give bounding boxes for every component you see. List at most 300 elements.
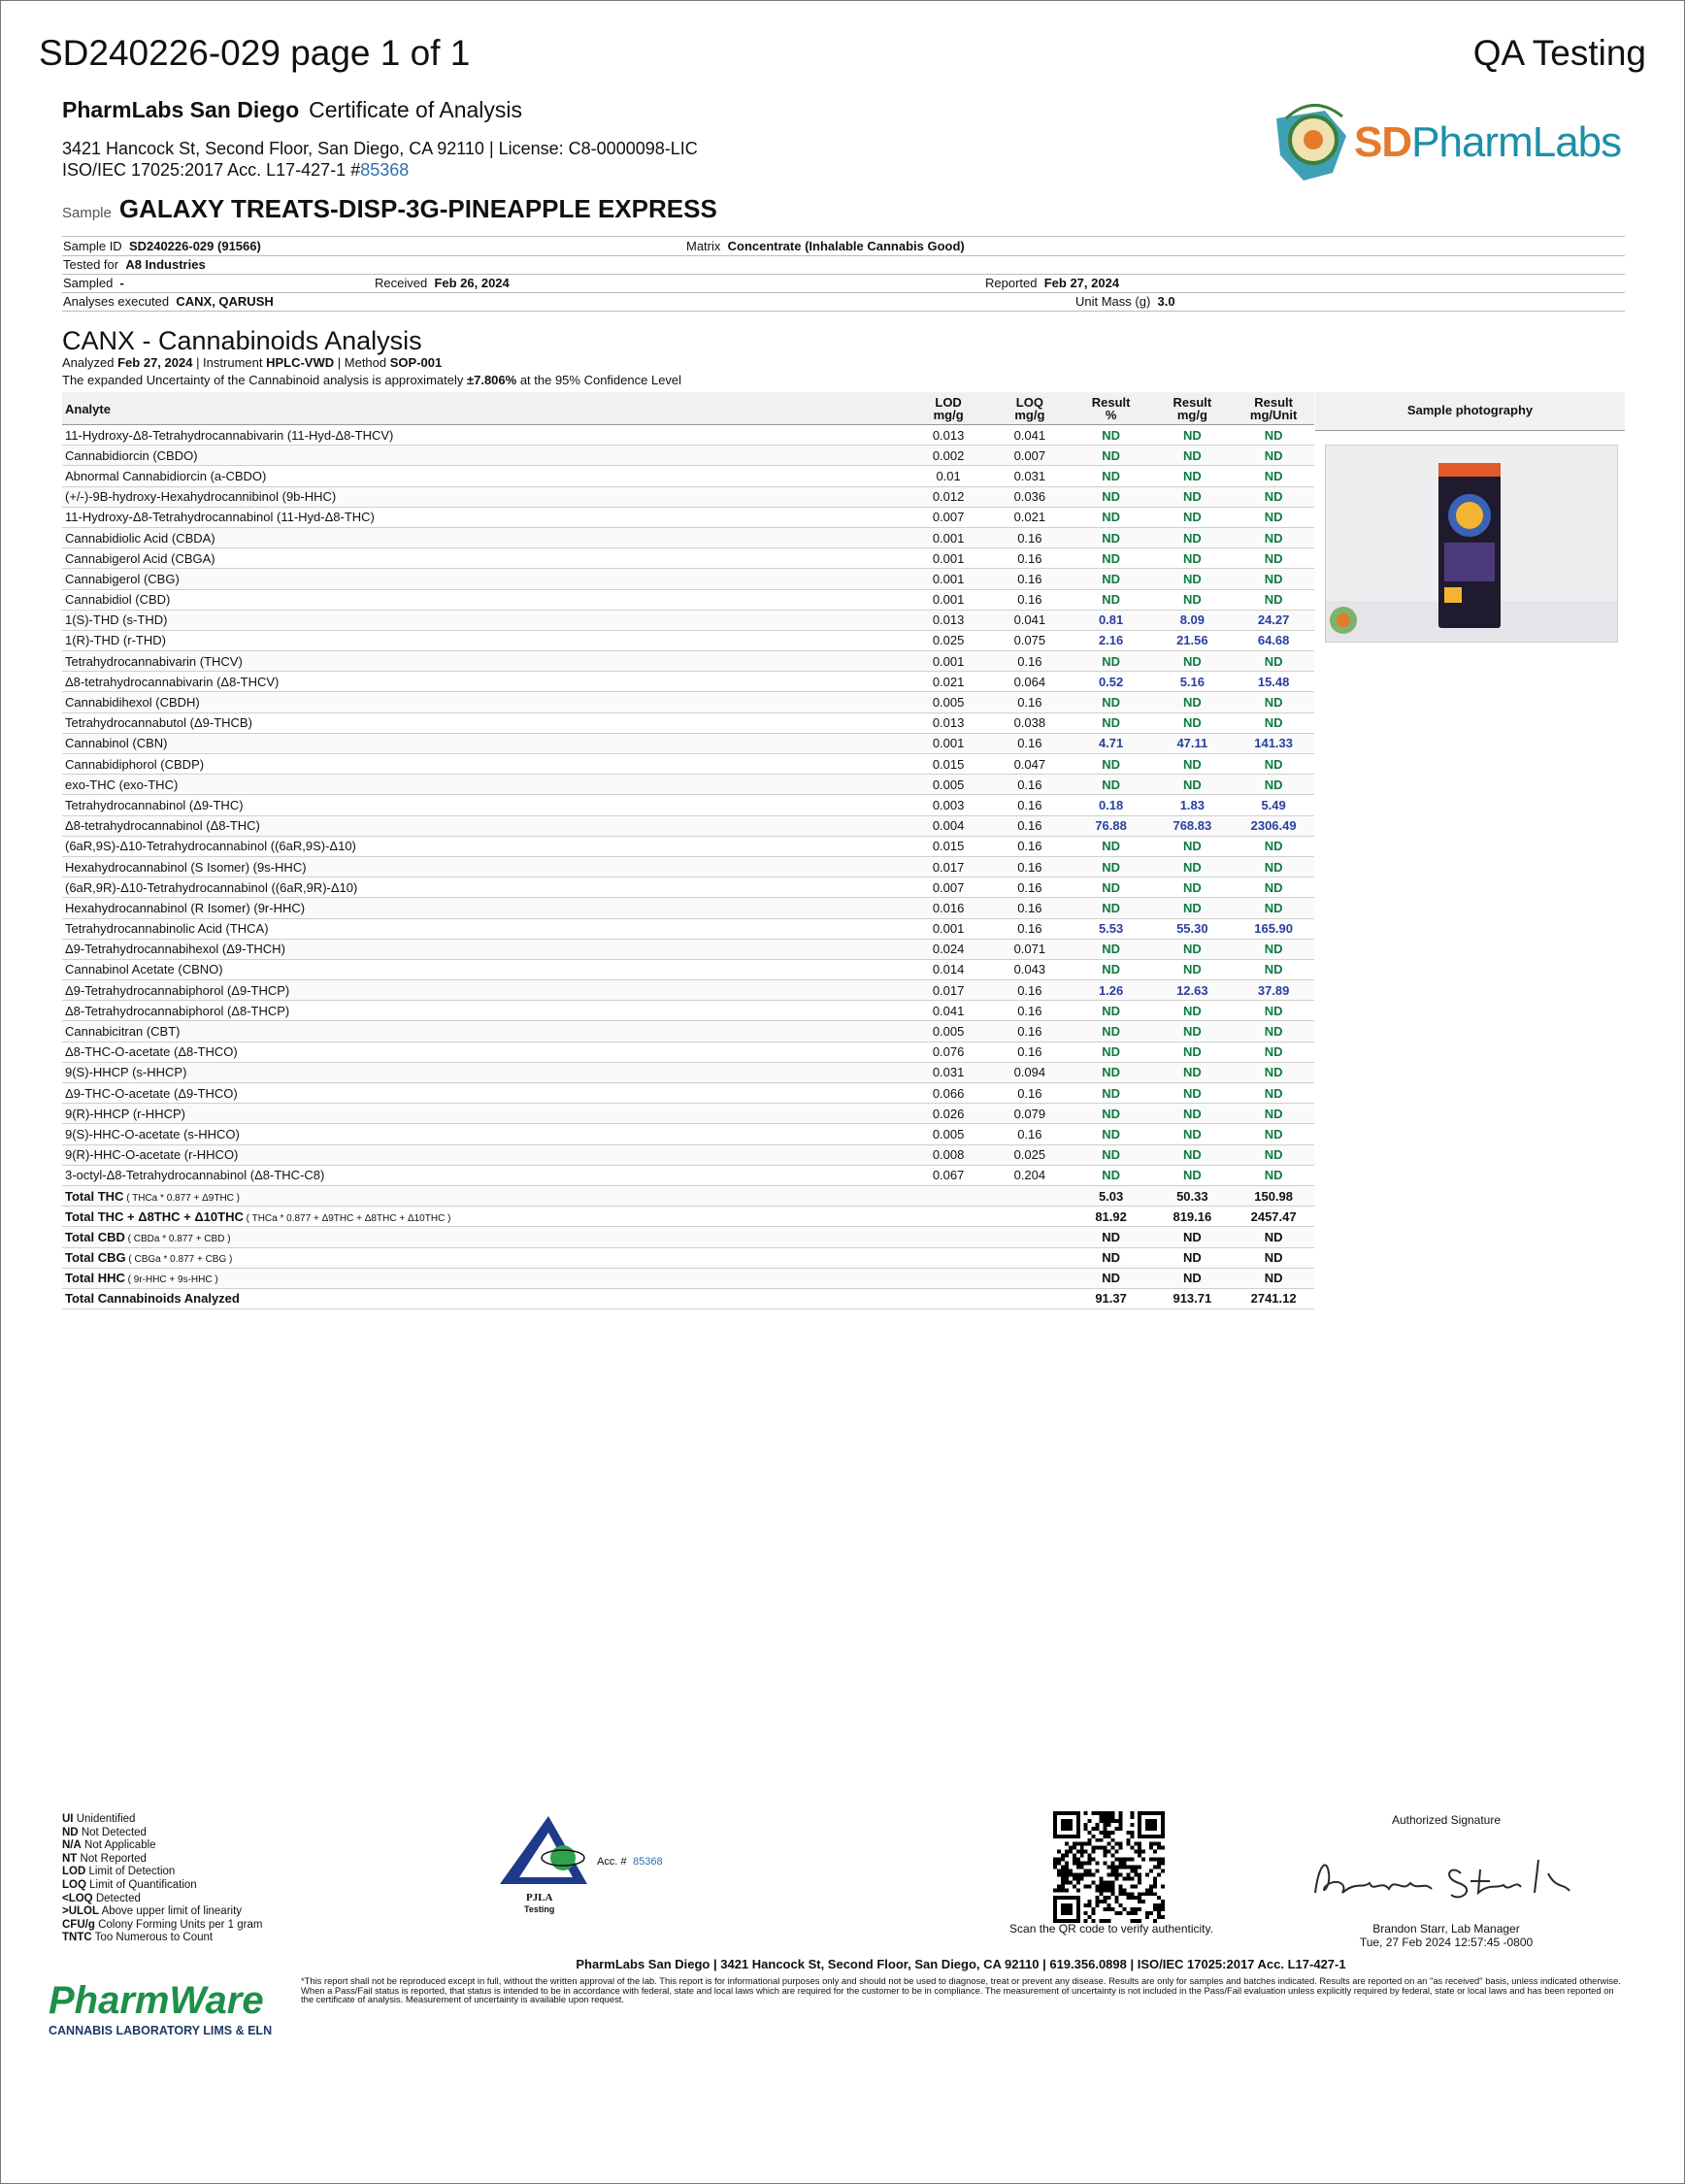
total-mgu: 2457.47 [1233, 1207, 1314, 1227]
total-name-cell [62, 1247, 908, 1268]
total-mgg: 819.16 [1151, 1207, 1233, 1227]
cell-lod: 0.021 [908, 672, 989, 692]
legend-meaning: Limit of Quantification [89, 1878, 197, 1891]
legend-abbr: <LOQ [62, 1892, 93, 1904]
table-row [62, 692, 1314, 712]
cell-lod: 0.001 [908, 733, 989, 753]
cell-mgu: ND [1233, 1165, 1314, 1185]
total-formula: ( CBGa * 0.877 + CBG ) [125, 1254, 233, 1266]
analyses-label: Analyses executed [63, 294, 170, 309]
total-label: Total CBD [65, 1229, 125, 1244]
cell-loq: 0.064 [989, 672, 1071, 692]
cell-lod: 0.025 [908, 630, 989, 650]
cell-pct: ND [1071, 548, 1152, 569]
cell-name: Cannabicitran (CBT) [62, 1021, 908, 1042]
cell-name: Tetrahydrocannabivarin (THCV) [62, 651, 908, 672]
footer-disclaimer: *This report shall not be reproduced except in full, without the written approval of the lab. This report is for informational purposes only and should not be used to diagnose, treat or prevent any disease. Results are only for samples and batches indicated. Results are reported on an "as received" basis, unless indicated otherwise. When a Pass/Fail status is reported, that status is intended to be in accordance with federal, state and local laws which are required for the customer to be in compliance. The measurement of uncertainty is not included in the Pass/Fail evaluation unless explicitly required by federal, state or local laws and has been reported on the certificate of analysis. Measurement of uncertainty is available upon request. [301, 1975, 1621, 2005]
cell-name: Cannabigerol (CBG) [62, 569, 908, 589]
pharmware-wordmark: PharmWare [49, 1979, 264, 2022]
cell-lod: 0.041 [908, 1001, 989, 1021]
iso-link[interactable]: 85368 [360, 160, 410, 180]
cell-lod: 0.005 [908, 692, 989, 712]
cell-mgu: 37.89 [1233, 980, 1314, 1001]
cell-mgg: ND [1151, 1144, 1233, 1165]
cell-name: exo-THC (exo-THC) [62, 775, 908, 795]
meta-row-sample-id [62, 236, 1625, 256]
tested-for-field [63, 257, 206, 272]
qa-testing-title: QA Testing [1472, 33, 1646, 73]
cell-mgg: ND [1151, 651, 1233, 672]
header-pct-line2: % [1105, 408, 1117, 422]
legend-abbr: NT [62, 1852, 78, 1865]
cell-name: 11-Hydroxy-Δ8-Tetrahydrocannabinol (11-Hyd-Δ8-THC) [62, 507, 908, 527]
unit-mass-value: 3.0 [1157, 294, 1175, 309]
analyses-value: CANX, QARUSH [176, 294, 274, 309]
cell-loq: 0.043 [989, 959, 1071, 979]
cell-mgg: ND [1151, 1083, 1233, 1104]
legend-item [62, 1866, 262, 1879]
total-name-cell [62, 1227, 908, 1247]
total-formula: ( THCa * 0.877 + Δ9THC + Δ8THC + Δ10THC ) [243, 1212, 451, 1224]
legend-abbr: ND [62, 1826, 79, 1838]
cell-loq: 0.16 [989, 836, 1071, 856]
cell-mgu: ND [1233, 898, 1314, 918]
legend-item [62, 1827, 262, 1840]
results-body [62, 425, 1314, 1309]
cell-pct: ND [1071, 836, 1152, 856]
cell-loq: 0.16 [989, 815, 1071, 836]
cell-lod: 0.016 [908, 898, 989, 918]
total-formula: ( 9r-HHC + 9s-HHC ) [124, 1274, 218, 1286]
cell-loq: 0.16 [989, 548, 1071, 569]
total-pct: 5.03 [1071, 1185, 1152, 1206]
cell-pct: 2.16 [1071, 630, 1152, 650]
lab-name: PharmLabs San Diego [62, 97, 300, 122]
cell-name: Δ8-Tetrahydrocannabiphorol (Δ8-THCP) [62, 1001, 908, 1021]
cell-lod: 0.015 [908, 836, 989, 856]
cell-pct: ND [1071, 1062, 1152, 1082]
cell-loq: 0.075 [989, 630, 1071, 650]
cell-name: Δ9-THC-O-acetate (Δ9-THCO) [62, 1083, 908, 1104]
lab-header [62, 97, 522, 123]
cell-lod: 0.031 [908, 1062, 989, 1082]
cell-mgu: ND [1233, 1104, 1314, 1124]
total-name-cell [62, 1268, 908, 1288]
cell-mgg: ND [1151, 775, 1233, 795]
cell-lod: 0.005 [908, 775, 989, 795]
cell-pct: ND [1071, 754, 1152, 775]
cell-name: Tetrahydrocannabutol (Δ9-THCB) [62, 712, 908, 733]
cell-pct: ND [1071, 1144, 1152, 1165]
cell-lod: 0.007 [908, 507, 989, 527]
lab-address: 3421 Hancock St, Second Floor, San Diego, CA 92110 | License: C8-0000098-LIC [62, 139, 698, 158]
iso-line [62, 159, 698, 181]
cell-pct: ND [1071, 877, 1152, 898]
table-row [62, 877, 1314, 898]
cell-lod: 0.007 [908, 877, 989, 898]
cell-pct: 76.88 [1071, 815, 1152, 836]
cell-mgu: ND [1233, 466, 1314, 486]
table-row [62, 1144, 1314, 1165]
cell-lod: 0.026 [908, 1104, 989, 1124]
header-analyte: Analyte [62, 392, 908, 425]
cell-lod: 0.017 [908, 856, 989, 877]
instrument-value: HPLC-VWD [266, 355, 335, 370]
cell-mgu: ND [1233, 1083, 1314, 1104]
total-formula: ( THCa * 0.877 + Δ9THC ) [123, 1192, 241, 1204]
header-lod-line1: LOD [935, 395, 962, 410]
cell-loq: 0.16 [989, 589, 1071, 610]
cell-lod: 0.01 [908, 466, 989, 486]
cell-name: Hexahydrocannabinol (R Isomer) (9r-HHC) [62, 898, 908, 918]
cell-loq: 0.036 [989, 486, 1071, 507]
cell-mgg: ND [1151, 1104, 1233, 1124]
total-mgg: ND [1151, 1247, 1233, 1268]
cell-name: (+/-)-9B-hydroxy-Hexahydrocannibinol (9b-HHC) [62, 486, 908, 507]
tested-for-label: Tested for [63, 257, 119, 272]
cell-pct: ND [1071, 1021, 1152, 1042]
cell-loq-empty [989, 1247, 1071, 1268]
cell-mgu: 2306.49 [1233, 815, 1314, 836]
legend-item [62, 1839, 262, 1853]
cell-name: Tetrahydrocannabinolic Acid (THCA) [62, 918, 908, 939]
cell-pct: ND [1071, 1165, 1152, 1185]
cell-lod: 0.013 [908, 712, 989, 733]
cell-pct: ND [1071, 569, 1152, 589]
reported-field [985, 276, 1119, 290]
cell-pct: ND [1071, 1042, 1152, 1062]
total-row [62, 1288, 1314, 1308]
table-row [62, 939, 1314, 959]
cell-loq: 0.16 [989, 980, 1071, 1001]
cell-mgg: 12.63 [1151, 980, 1233, 1001]
cell-name: Abnormal Cannabidiorcin (a-CBDO) [62, 466, 908, 486]
cell-lod: 0.001 [908, 918, 989, 939]
total-pct: 81.92 [1071, 1207, 1152, 1227]
cell-mgu: ND [1233, 425, 1314, 446]
cell-mgg: ND [1151, 712, 1233, 733]
received-value: Feb 26, 2024 [434, 276, 510, 290]
verification-qr-code[interactable] [1053, 1811, 1165, 1923]
cell-pct: 4.71 [1071, 733, 1152, 753]
cell-mgg: ND [1151, 589, 1233, 610]
sample-title [62, 194, 717, 224]
cell-mgu: ND [1233, 527, 1314, 547]
total-mgu: ND [1233, 1247, 1314, 1268]
instrument-label: | Instrument [196, 355, 263, 370]
cell-mgu: ND [1233, 856, 1314, 877]
cell-lod: 0.013 [908, 425, 989, 446]
cell-loq: 0.079 [989, 1104, 1071, 1124]
legend-abbr: UI [62, 1813, 74, 1825]
total-label: Total THC [65, 1188, 124, 1204]
cell-mgg: 8.09 [1151, 610, 1233, 630]
cell-loq: 0.041 [989, 425, 1071, 446]
cell-loq: 0.16 [989, 1124, 1071, 1144]
table-row [62, 466, 1314, 486]
cell-lod: 0.001 [908, 527, 989, 547]
cell-loq: 0.16 [989, 527, 1071, 547]
table-row [62, 1062, 1314, 1082]
cell-mgu: ND [1233, 1042, 1314, 1062]
matrix-field [686, 239, 965, 253]
cell-pct: ND [1071, 589, 1152, 610]
tested-for-value: A8 Industries [125, 257, 206, 272]
total-pct: ND [1071, 1227, 1152, 1247]
cell-mgu: 24.27 [1233, 610, 1314, 630]
legend-abbr: CFU/g [62, 1918, 95, 1931]
cell-mgg: ND [1151, 856, 1233, 877]
cell-mgg: 21.56 [1151, 630, 1233, 650]
total-mgg: 50.33 [1151, 1185, 1233, 1206]
legend-item [62, 1932, 262, 1945]
cell-pct: ND [1071, 651, 1152, 672]
cell-mgg: ND [1151, 692, 1233, 712]
unit-mass-field [1075, 294, 1175, 309]
cell-mgu: ND [1233, 446, 1314, 466]
cell-mgu: ND [1233, 836, 1314, 856]
cell-mgu: 5.49 [1233, 795, 1314, 815]
cell-name: Δ8-THC-O-acetate (Δ8-THCO) [62, 1042, 908, 1062]
cell-mgg: ND [1151, 959, 1233, 979]
total-mgg: ND [1151, 1268, 1233, 1288]
cell-mgu: ND [1233, 939, 1314, 959]
cell-lod: 0.024 [908, 939, 989, 959]
legend-abbr: N/A [62, 1839, 82, 1852]
cell-lod: 0.003 [908, 795, 989, 815]
table-row [62, 425, 1314, 446]
legend-meaning: Not Applicable [84, 1839, 156, 1852]
cell-mgg: ND [1151, 754, 1233, 775]
cell-loq: 0.16 [989, 569, 1071, 589]
lab-address-block [62, 138, 698, 181]
total-mgg: ND [1151, 1227, 1233, 1247]
legend-abbr: LOQ [62, 1878, 86, 1891]
cell-name: Hexahydrocannabinol (S Isomer) (9s-HHC) [62, 856, 908, 877]
analyzed-label: Analyzed [62, 355, 115, 370]
total-formula: ( CBDa * 0.877 + CBD ) [124, 1233, 231, 1244]
legend-item [62, 1893, 262, 1906]
legend-item [62, 1879, 262, 1893]
header-lod-line2: mg/g [933, 408, 964, 422]
cell-mgu: ND [1233, 1021, 1314, 1042]
cell-pct: ND [1071, 466, 1152, 486]
cell-lod-empty [908, 1227, 989, 1247]
cell-loq: 0.031 [989, 466, 1071, 486]
cell-mgg: ND [1151, 569, 1233, 589]
cell-mgu: ND [1233, 1124, 1314, 1144]
table-row [62, 507, 1314, 527]
total-pct: 91.37 [1071, 1288, 1152, 1308]
cell-loq: 0.16 [989, 1001, 1071, 1021]
legend-abbr: >ULOL [62, 1905, 100, 1918]
cell-mgg: 47.11 [1151, 733, 1233, 753]
table-row [62, 795, 1314, 815]
legend-item [62, 1905, 262, 1919]
signer-block [1339, 1922, 1553, 1949]
table-row [62, 589, 1314, 610]
total-row [62, 1185, 1314, 1206]
cell-mgg: ND [1151, 1021, 1233, 1042]
cell-name: Δ9-Tetrahydrocannabihexol (Δ9-THCH) [62, 939, 908, 959]
cell-name: (6aR,9R)-Δ10-Tetrahydrocannabinol ((6aR,9R)-Δ10) [62, 877, 908, 898]
cell-mgg: 768.83 [1151, 815, 1233, 836]
cell-pct: 5.53 [1071, 918, 1152, 939]
reported-value: Feb 27, 2024 [1043, 276, 1120, 290]
cell-pct: 1.26 [1071, 980, 1152, 1001]
cell-mgg: ND [1151, 486, 1233, 507]
uncertainty-note [62, 373, 681, 387]
total-row [62, 1247, 1314, 1268]
table-row [62, 1001, 1314, 1021]
cell-name: 9(S)-HHC-O-acetate (s-HHCO) [62, 1124, 908, 1144]
cell-lod: 0.017 [908, 980, 989, 1001]
cell-name: Cannabidiphorol (CBDP) [62, 754, 908, 775]
cell-mgu: 141.33 [1233, 733, 1314, 753]
cell-loq: 0.16 [989, 795, 1071, 815]
table-header-row [62, 392, 1314, 425]
total-mgu: 150.98 [1233, 1185, 1314, 1206]
sample-label: Sample [62, 205, 112, 221]
total-mgu: 2741.12 [1233, 1288, 1314, 1308]
cell-mgu: ND [1233, 959, 1314, 979]
cell-name: 3-octyl-Δ8-Tetrahydrocannabinol (Δ8-THC-C8) [62, 1165, 908, 1185]
cell-mgu: ND [1233, 692, 1314, 712]
sample-id-field [63, 239, 261, 253]
authorized-signature-label: Authorized Signature [1391, 1813, 1502, 1827]
cell-mgg: ND [1151, 527, 1233, 547]
cell-mgu: 64.68 [1233, 630, 1314, 650]
legend-meaning: Detected [95, 1892, 141, 1904]
table-row [62, 1042, 1314, 1062]
legend-meaning: Not Detected [81, 1826, 147, 1838]
pharmware-subtitle: CANNABIS LABORATORY LIMS & ELN [49, 2024, 273, 2037]
uncertainty-value: ±7.806% [466, 373, 517, 387]
legend-item [62, 1853, 262, 1867]
legend-meaning: Above upper limit of linearity [101, 1905, 243, 1918]
cell-mgu: 15.48 [1233, 672, 1314, 692]
cell-lod: 0.066 [908, 1083, 989, 1104]
matrix-value: Concentrate (Inhalable Cannabis Good) [727, 239, 965, 253]
cell-mgg: ND [1151, 425, 1233, 446]
cell-lod: 0.076 [908, 1042, 989, 1062]
cell-name: 1(R)-THD (r-THD) [62, 630, 908, 650]
pjla-accreditation-logo [495, 1811, 689, 1918]
header-loq-line2: mg/g [1014, 408, 1045, 422]
abbreviation-legend [62, 1813, 262, 1945]
cell-loq: 0.16 [989, 1021, 1071, 1042]
cell-pct: ND [1071, 959, 1152, 979]
cell-name: Cannabidiorcin (CBDO) [62, 446, 908, 466]
unit-mass-label: Unit Mass (g) [1075, 294, 1151, 309]
sample-photo [1325, 445, 1618, 643]
header-mgu-line1: Result [1254, 395, 1293, 410]
legend-abbr: TNTC [62, 1932, 92, 1944]
total-row [62, 1227, 1314, 1247]
sampled-value: - [119, 276, 124, 290]
cell-lod: 0.001 [908, 651, 989, 672]
cell-name: Cannabinol (CBN) [62, 733, 908, 753]
total-label: Total THC + Δ8THC + Δ10THC [65, 1208, 244, 1224]
analyzed-value: Feb 27, 2024 [117, 355, 193, 370]
cell-mgu: ND [1233, 712, 1314, 733]
method-label: | Method [337, 355, 387, 370]
cell-pct: ND [1071, 692, 1152, 712]
acc-prefix: Acc. # [597, 1856, 627, 1868]
document-id: SD240226-029 page 1 of 1 [39, 33, 471, 73]
legend-meaning: Limit of Detection [88, 1866, 176, 1878]
signature-date: Tue, 27 Feb 2024 12:57:45 -0800 [1359, 1936, 1534, 1949]
total-label: Total HHC [65, 1271, 125, 1286]
cell-name: Δ8-tetrahydrocannabivarin (Δ8-THCV) [62, 672, 908, 692]
method-value: SOP-001 [389, 355, 443, 370]
total-pct: ND [1071, 1268, 1152, 1288]
cell-loq: 0.16 [989, 918, 1071, 939]
pjla-sub: Testing [524, 1904, 555, 1914]
cell-pct: ND [1071, 507, 1152, 527]
sample-name: GALAXY TREATS-DISP-3G-PINEAPPLE EXPRESS [118, 194, 717, 223]
cell-mgu: ND [1233, 651, 1314, 672]
header-loq [989, 392, 1071, 425]
cell-loq-empty [989, 1207, 1071, 1227]
header-result-mgu [1233, 392, 1314, 425]
cell-name: Cannabinol Acetate (CBNO) [62, 959, 908, 979]
total-name-cell [62, 1185, 908, 1206]
cell-mgg: 1.83 [1151, 795, 1233, 815]
cell-pct: ND [1071, 856, 1152, 877]
cell-mgg: ND [1151, 446, 1233, 466]
cell-mgg: 5.16 [1151, 672, 1233, 692]
table-row [62, 775, 1314, 795]
logo-pharmlabs: PharmLabs [1411, 118, 1622, 166]
cell-pct: ND [1071, 1001, 1152, 1021]
cell-name: Cannabigerol Acid (CBGA) [62, 548, 908, 569]
cell-loq: 0.16 [989, 733, 1071, 753]
header-mgg-line1: Result [1173, 395, 1212, 410]
cell-name: Tetrahydrocannabinol (Δ9-THC) [62, 795, 908, 815]
cell-pct: ND [1071, 446, 1152, 466]
acc-number[interactable]: 85368 [633, 1856, 663, 1868]
table-row [62, 672, 1314, 692]
cannabinoid-results-table [62, 392, 1314, 1309]
total-label: Total CBG [65, 1250, 126, 1266]
sample-photography-header: Sample photography [1315, 392, 1625, 431]
cell-mgu: ND [1233, 1001, 1314, 1021]
analysis-title: CANX - Cannabinoids Analysis [62, 326, 422, 355]
received-field [375, 276, 510, 290]
cell-mgg: ND [1151, 1124, 1233, 1144]
cell-mgg: 55.30 [1151, 918, 1233, 939]
cell-loq: 0.16 [989, 651, 1071, 672]
cell-mgu: ND [1233, 1144, 1314, 1165]
table-row [62, 1021, 1314, 1042]
cell-loq: 0.16 [989, 1083, 1071, 1104]
cell-lod: 0.013 [908, 610, 989, 630]
table-row [62, 1104, 1314, 1124]
cell-mgu: ND [1233, 877, 1314, 898]
footer-lab-info: PharmLabs San Diego | 3421 Hancock St, Second Floor, San Diego, CA 92110 | 619.356.0898 | ISO/IEC 17025:2017 Acc. L17-427-1 [576, 1957, 1346, 1971]
legend-abbr: LOD [62, 1866, 86, 1878]
cell-lod: 0.001 [908, 569, 989, 589]
cell-pct: 0.18 [1071, 795, 1152, 815]
legend-meaning: Colony Forming Units per 1 gram [98, 1918, 263, 1931]
logo-wordmark [1354, 118, 1621, 167]
cell-name: 9(R)-HHCP (r-HHCP) [62, 1104, 908, 1124]
table-row [62, 918, 1314, 939]
cell-lod-empty [908, 1288, 989, 1308]
cell-mgg: ND [1151, 898, 1233, 918]
cell-mgg: ND [1151, 1001, 1233, 1021]
